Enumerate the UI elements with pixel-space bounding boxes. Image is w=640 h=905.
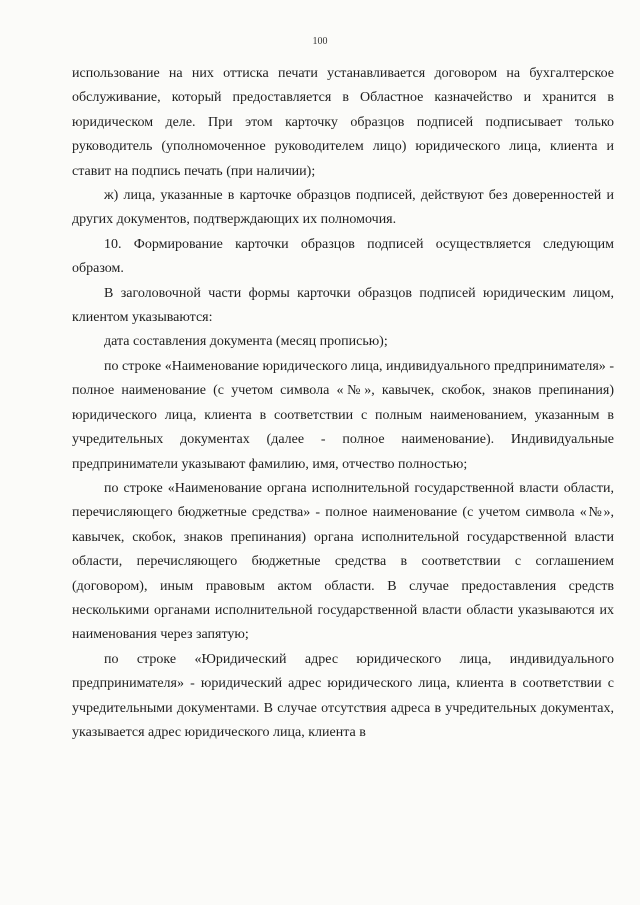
- document-body: [72, 62, 614, 745]
- paragraph-authority-name: по строке «Наименование органа исполнительной государственной власти области, перечисляющего бюджетные средства» - полное наименование (с учетом символа «№», кавычек, скобок, знаков препинания) органа исполнительной государственной власти области, перечисляющего бюджетные средства в соответствии с соглашением (договором), иным правовым актом области. В случае предоставления средств несколькими органами исполнительной государственной власти области указываются их наименования через запятую;: [72, 480, 614, 643]
- paragraph-continuation: использование на них оттиска печати устанавливается договором на бухгалтерское обслуживание, который предоставляется в Областное казначейство и хранится в юридическом деле. При этом карточку образцов подписей подписывает только руководитель (уполномоченное руководителем лицо) юридического лица, клиента и ставит на подпись печать (при наличии);: [72, 66, 614, 179]
- paragraph-header-part: В заголовочной части формы карточки образцов подписей юридическим лицом, клиентом указываются:: [72, 285, 614, 326]
- page-number: 100: [312, 36, 328, 47]
- paragraph-section-10: 10. Формирование карточки образцов подписей осуществляется следующим образом.: [72, 236, 614, 277]
- paragraph-entity-name: по строке «Наименование юридического лица, индивидуального предпринимателя» - полное наименование (с учетом символа «№», кавычек, скобок, знаков препинания) юридического лица, клиента в соответствии с полным наименованием, указанным в учредительных документах (далее - полное наименование). Индивидуальные предприниматели указывают фамилию, имя, отчество полностью;: [72, 358, 614, 472]
- paragraph-legal-address: по строке «Юридический адрес юридического лица, индивидуального предпринимателя» - юридический адрес юридического лица, клиента в соответствии с учредительными документами. В случае отсутствия адреса в учредительных документах, указывается адрес юридического лица, клиента в: [72, 651, 614, 740]
- paragraph-date: дата составления документа (месяц прописью);: [104, 334, 388, 350]
- paragraph-item-zh: ж) лица, указанные в карточке образцов подписей, действуют без доверенностей и других документов, подтверждающих их полномочия.: [72, 188, 614, 228]
